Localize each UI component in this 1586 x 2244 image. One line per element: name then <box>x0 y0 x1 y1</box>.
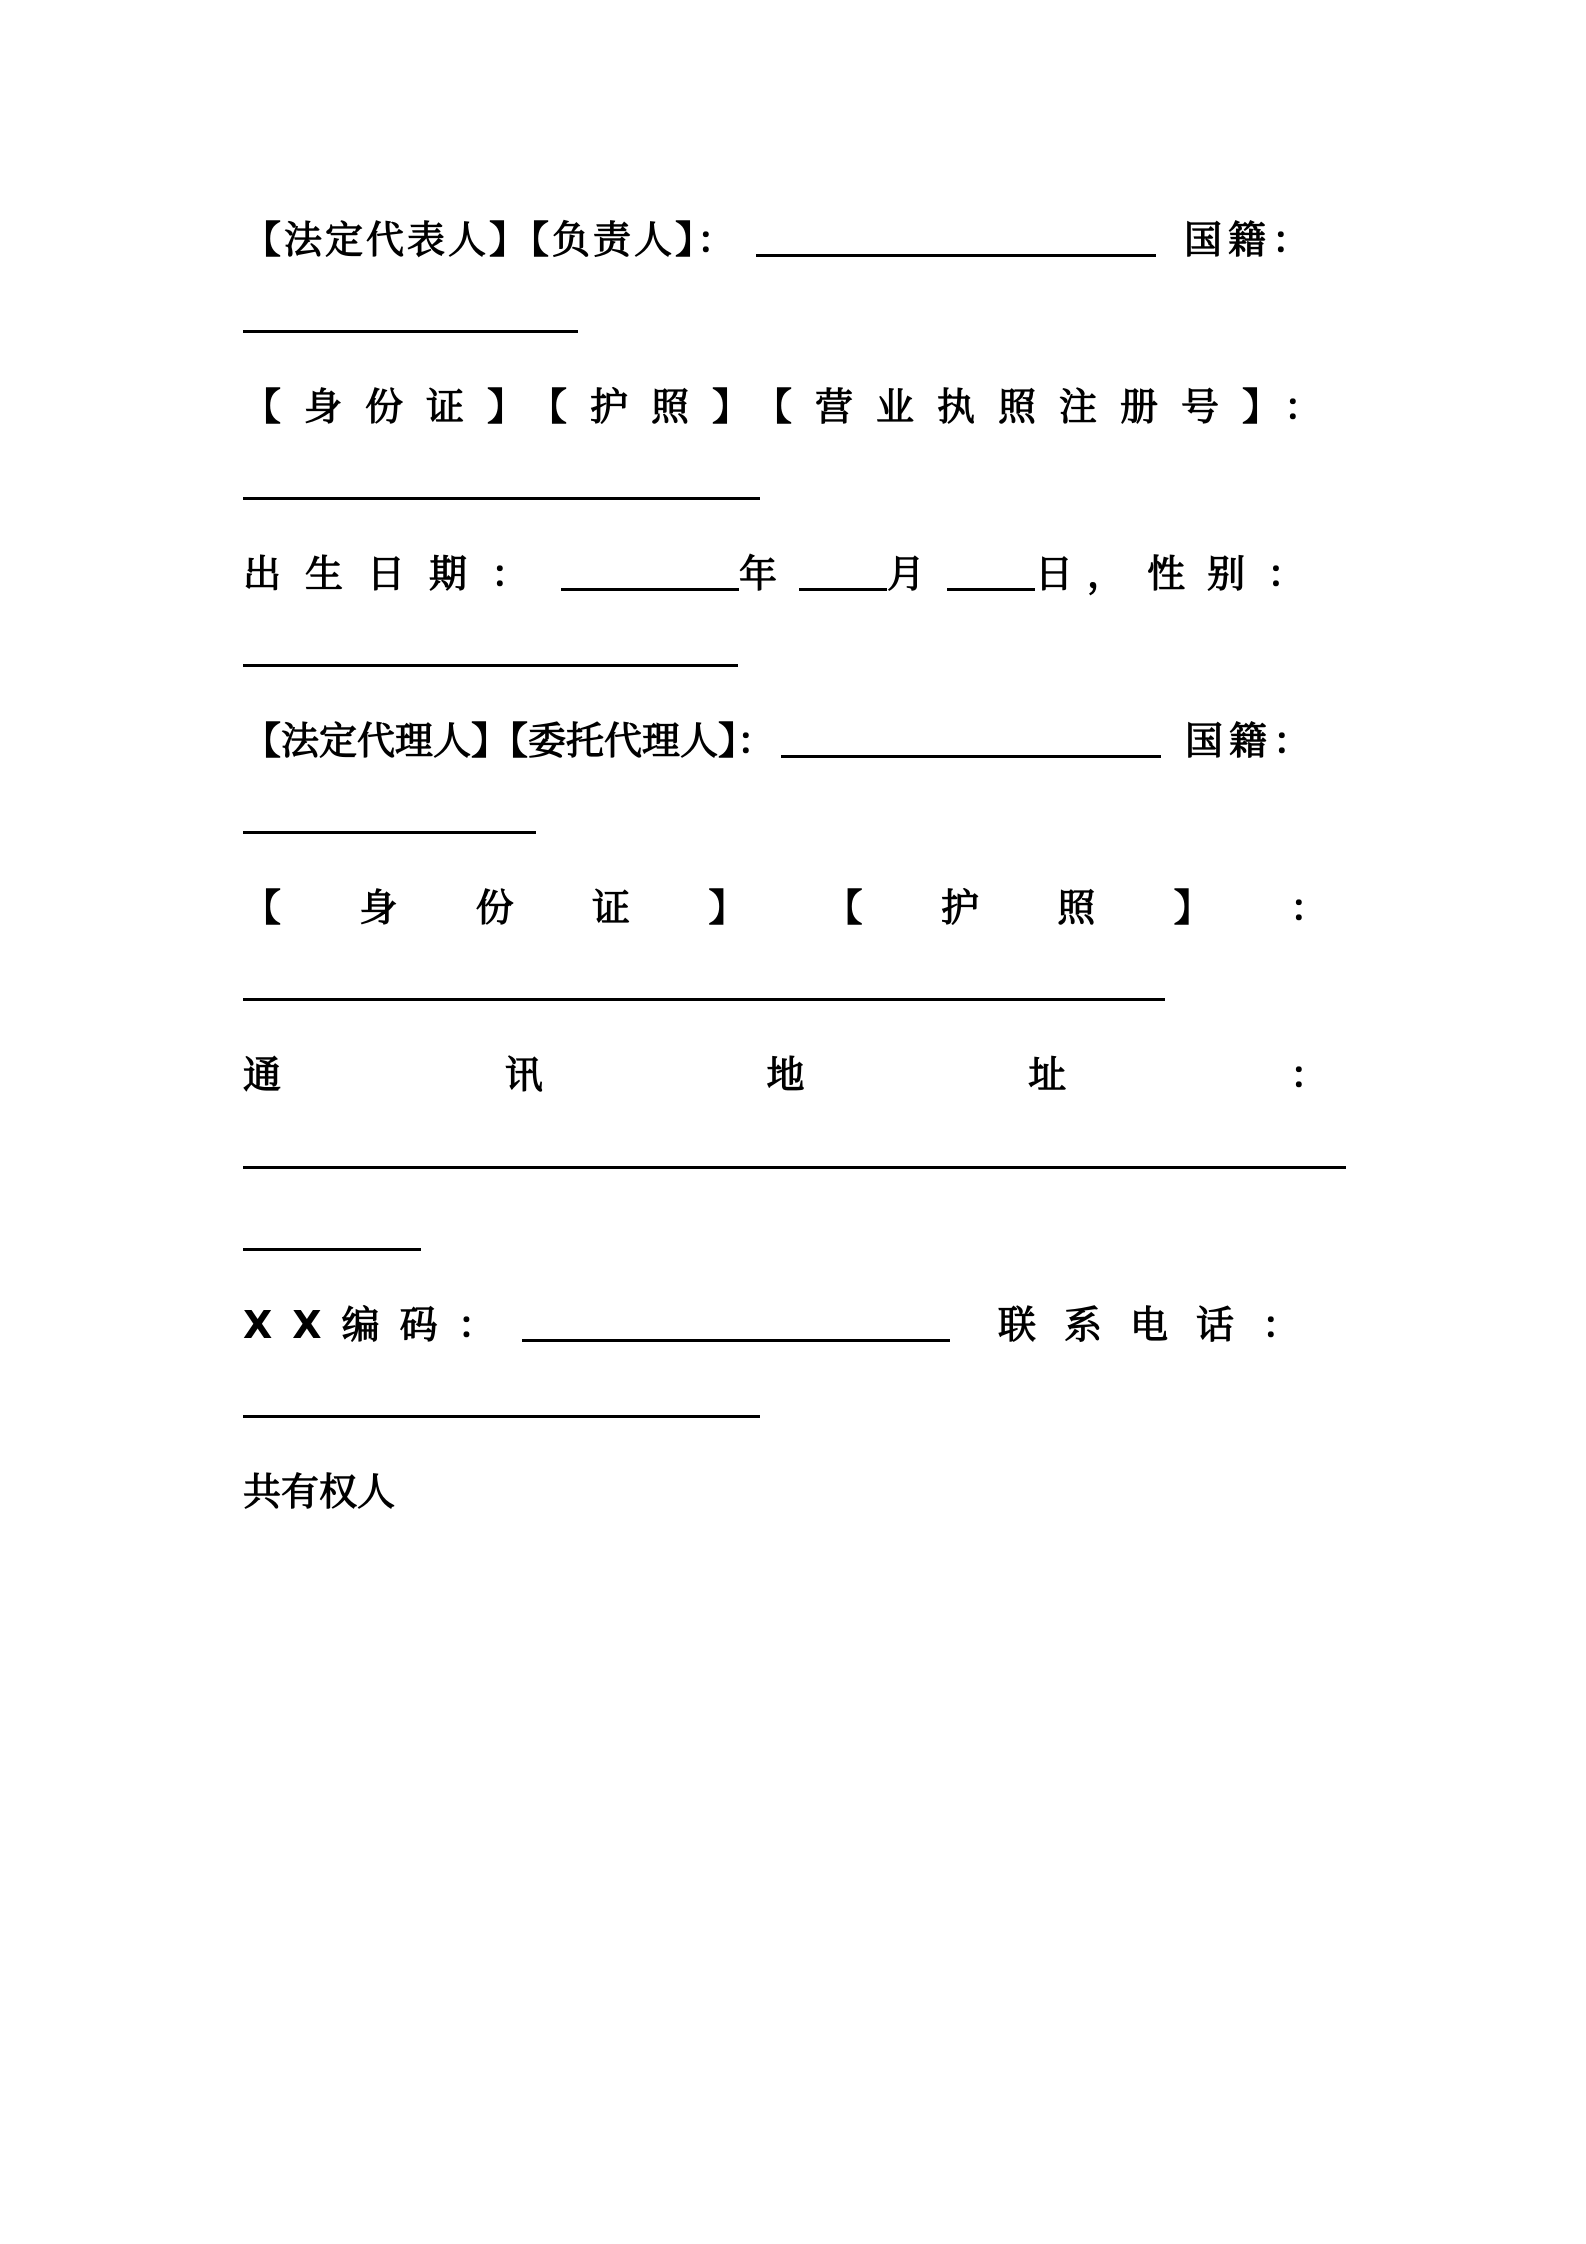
id-document-label: 【身份证】【护照】【营业执照注册号】： <box>243 385 1346 429</box>
agent-id-blank[interactable] <box>243 998 1165 1001</box>
address-part: 讯 <box>504 1053 543 1097</box>
agent-id-part: 护 <box>940 886 979 930</box>
gender-blank[interactable] <box>243 664 738 667</box>
agent-nationality-label: 国籍： <box>1185 719 1318 763</box>
agent-nationality-blank[interactable] <box>243 831 536 834</box>
mailing-address-blank[interactable] <box>243 1166 1346 1169</box>
birth-date-row <box>243 519 1343 599</box>
birth-month-blank[interactable] <box>799 588 887 591</box>
agent-id-part: ： <box>1289 886 1328 930</box>
mailing-address-row <box>243 1020 1328 1100</box>
birth-day-blank[interactable] <box>947 588 1035 591</box>
birth-year-blank[interactable] <box>561 588 739 591</box>
postcode-phone-row <box>243 1270 1328 1350</box>
id-document-row <box>243 352 1346 432</box>
agent-id-part: 证 <box>591 886 630 930</box>
agent-id-part: 】 <box>708 886 747 930</box>
address-part: ： <box>1289 1053 1328 1097</box>
agent-id-part: 】 <box>1173 886 1212 930</box>
year-label: 年 <box>739 552 778 596</box>
legal-agent-label: 【法定代理人】【委托代理人】： <box>243 719 776 763</box>
legal-representative-row <box>243 185 1343 265</box>
month-label: 月 <box>887 552 926 596</box>
day-label: 日， <box>1035 552 1140 596</box>
phone-blank[interactable] <box>243 1415 760 1418</box>
legal-representative-label: 【法定代表人】【负责人】： <box>243 218 739 262</box>
postcode-blank[interactable] <box>522 1339 950 1342</box>
nationality-label: 国籍： <box>1184 218 1317 262</box>
agent-id-row <box>243 853 1328 933</box>
agent-id-part: 【 <box>824 886 863 930</box>
phone-label: 联系电话： <box>997 1303 1328 1347</box>
mailing-address-blank-continued[interactable] <box>243 1248 421 1251</box>
gender-label: 性别： <box>1147 552 1328 596</box>
legal-agent-blank[interactable] <box>781 755 1161 758</box>
agent-id-part: 份 <box>475 886 514 930</box>
address-part: 址 <box>1028 1053 1067 1097</box>
address-part: 地 <box>766 1053 805 1097</box>
postcode-label: XX编码： <box>243 1303 516 1347</box>
co-owner-label: 共有权人 <box>243 1470 396 1514</box>
id-document-blank[interactable] <box>243 497 760 500</box>
agent-id-part: 身 <box>359 886 398 930</box>
legal-representative-blank[interactable] <box>756 254 1156 257</box>
address-part: 通 <box>243 1053 282 1097</box>
co-owner-row <box>243 1437 1343 1517</box>
nationality-blank[interactable] <box>243 330 578 333</box>
legal-agent-row <box>243 686 1343 766</box>
birth-date-label: 出生日期： <box>243 552 554 596</box>
agent-id-part: 【 <box>243 886 282 930</box>
agent-id-part: 照 <box>1057 886 1096 930</box>
